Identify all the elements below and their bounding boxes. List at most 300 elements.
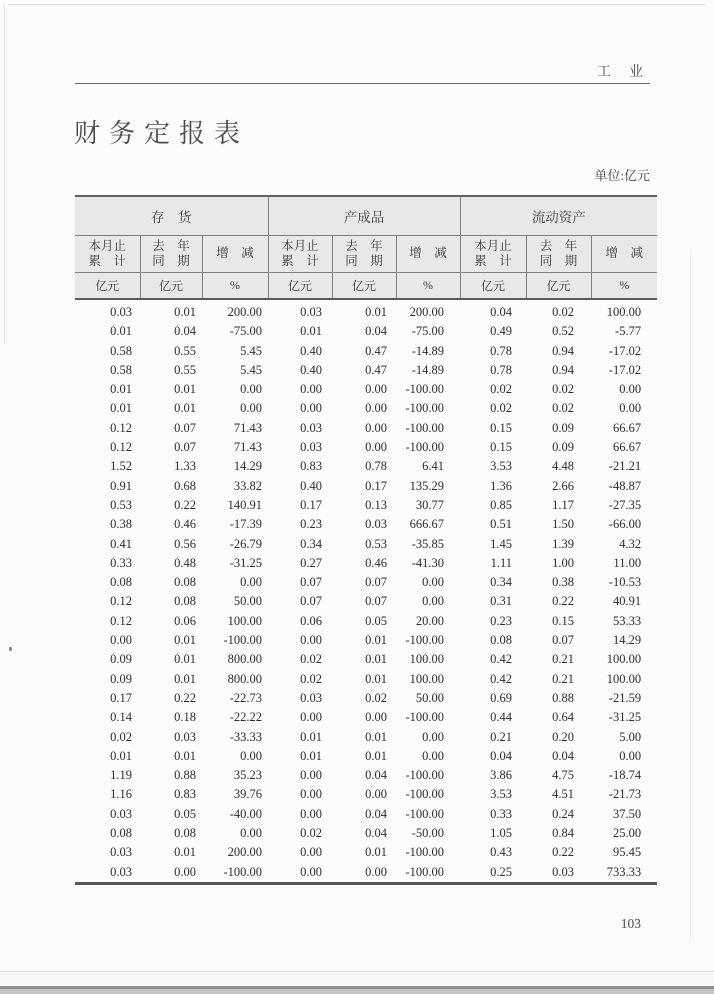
table-cell: 0.83 <box>300 459 323 474</box>
unit-cell: 亿元 <box>268 272 332 299</box>
table-cell: 733.33 <box>606 864 642 879</box>
table-cell: -17.39 <box>229 517 263 532</box>
table-cell: -100.00 <box>405 845 445 860</box>
table-cell: 0.00 <box>422 748 445 763</box>
table-row <box>75 728 657 747</box>
table-cell: 0.00 <box>174 864 196 879</box>
subheader-line: 累 计 <box>281 253 319 268</box>
table-cell: 0.00 <box>300 806 323 821</box>
table-cell: 800.00 <box>227 671 263 686</box>
table-cell: 0.01 <box>174 401 196 416</box>
table-cell: 0.01 <box>365 845 388 860</box>
table-cell: -33.33 <box>229 729 263 744</box>
table-row <box>75 863 657 884</box>
table-cell: 33.82 <box>233 478 263 493</box>
table-row <box>75 477 657 496</box>
table-cell: -22.22 <box>229 710 263 725</box>
table-cell: 0.44 <box>490 710 513 725</box>
table-cell: 0.78 <box>490 362 513 377</box>
scan-speck-artifact <box>9 647 12 651</box>
table-cell: 0.25 <box>490 864 513 879</box>
subheader-last-year-same-period <box>526 235 591 272</box>
table-cell: 0.08 <box>110 575 132 590</box>
table-cell: 0.47 <box>365 362 388 377</box>
table-cell: 0.04 <box>552 748 575 763</box>
table-cell: 0.04 <box>490 748 513 763</box>
table-cell: 0.68 <box>174 478 196 493</box>
table-cell: -18.74 <box>608 768 642 783</box>
table-cell: 0.04 <box>365 826 388 841</box>
table-cell: 0.12 <box>110 420 132 435</box>
table-cell: 5.45 <box>240 343 263 358</box>
table-cell: 0.53 <box>110 497 132 512</box>
table-cell: 0.02 <box>552 382 575 397</box>
table-cell: 0.43 <box>490 845 513 860</box>
table-header <box>75 196 657 299</box>
table-cell: -100.00 <box>405 864 445 879</box>
table-cell: 71.43 <box>233 440 263 455</box>
table-cell: 0.01 <box>174 382 196 397</box>
scan-bottom-light-band <box>0 972 714 986</box>
table-cell: 0.20 <box>552 729 575 744</box>
table-cell: 0.00 <box>300 633 323 648</box>
table-cell: 0.38 <box>552 575 575 590</box>
table-cell: 0.31 <box>490 594 513 609</box>
table-cell: 1.17 <box>552 497 575 512</box>
table-cell: 0.52 <box>552 324 575 339</box>
table-cell: 5.45 <box>240 362 263 377</box>
unit-cell: % <box>591 272 657 299</box>
table-cell: 1.52 <box>110 459 132 474</box>
subheader-line: 增 减 <box>605 246 644 260</box>
table-cell: -100.00 <box>405 382 445 397</box>
table-cell: 0.41 <box>110 536 132 551</box>
table-cell: 200.00 <box>227 845 263 860</box>
table-cell: -100.00 <box>405 420 445 435</box>
table-cell: 37.50 <box>612 806 642 821</box>
table-row <box>75 650 657 669</box>
table-cell: 0.12 <box>110 613 132 628</box>
table-cell: 200.00 <box>227 305 263 319</box>
table-cell: 0.40 <box>300 362 323 377</box>
subheader-line: 同 期 <box>152 253 190 268</box>
subheader-line: 同 期 <box>539 253 578 268</box>
table-cell: 0.01 <box>174 305 196 319</box>
page-title: 财务定报表 <box>74 119 250 148</box>
table-cell: 0.01 <box>365 671 388 686</box>
table-row <box>75 361 657 380</box>
table-cell: 95.45 <box>612 845 642 860</box>
table-cell: 0.02 <box>110 729 132 744</box>
table-cell: 0.09 <box>110 671 132 686</box>
table-cell: 0.23 <box>300 517 323 532</box>
table-cell: 0.42 <box>490 652 513 667</box>
table-cell: 0.01 <box>174 748 196 763</box>
table-cell: 0.83 <box>174 787 196 802</box>
subheader-increase-decrease <box>202 235 268 272</box>
table-cell: 0.00 <box>619 748 642 763</box>
subheader-line: 同 期 <box>345 253 383 268</box>
subheader-line: 去 年 <box>152 238 190 253</box>
table-cell: 0.88 <box>552 690 575 705</box>
table-cell: 0.03 <box>110 864 132 879</box>
table-cell: 50.00 <box>415 690 445 705</box>
table-cell: 0.15 <box>552 613 575 628</box>
table-cell: 1.50 <box>552 517 575 532</box>
table-cell: 0.03 <box>300 420 323 435</box>
table-row <box>75 342 657 361</box>
table-cell: -100.00 <box>405 440 445 455</box>
table-cell: 0.02 <box>365 690 388 705</box>
table-cell: 0.00 <box>300 787 323 802</box>
table-cell: 11.00 <box>613 555 642 570</box>
running-head-rule <box>75 83 650 84</box>
table-cell: 666.67 <box>409 517 445 532</box>
table-cell: 0.05 <box>365 613 388 628</box>
table-row <box>75 689 657 708</box>
table-cell: 0.21 <box>552 652 575 667</box>
table-row <box>75 457 657 476</box>
table-cell: 0.84 <box>552 826 575 841</box>
subheader-increase-decrease <box>591 235 657 272</box>
table-cell: 0.02 <box>490 382 513 397</box>
table-cell: 0.34 <box>490 575 513 590</box>
table-cell: 0.00 <box>240 382 263 397</box>
table-cell: -5.77 <box>615 324 642 339</box>
table-cell: -50.00 <box>411 826 445 841</box>
table-cell: 0.04 <box>365 806 388 821</box>
table-cell: 0.09 <box>552 440 575 455</box>
table-row <box>75 747 657 766</box>
table-cell: -100.00 <box>223 633 263 648</box>
unit-cell: 亿元 <box>526 272 591 299</box>
table-cell: -48.87 <box>608 478 642 493</box>
table-cell: 0.27 <box>300 555 323 570</box>
table-cell: 40.91 <box>612 594 642 609</box>
table-cell: 14.29 <box>612 633 642 648</box>
table-cell: 0.07 <box>365 575 388 590</box>
table-row <box>75 766 657 785</box>
table-cell: -66.00 <box>608 517 642 532</box>
table-cell: -100.00 <box>405 768 445 783</box>
table-cell: 0.02 <box>490 401 513 416</box>
table-cell: -40.00 <box>229 806 263 821</box>
table-cell: 0.12 <box>110 594 132 609</box>
table-row <box>75 299 657 322</box>
table-cell: 66.67 <box>612 420 642 435</box>
table-cell: 800.00 <box>227 652 263 667</box>
subheader-line: 累 计 <box>88 253 126 268</box>
table-cell: 0.00 <box>365 440 388 455</box>
table-cell: -14.89 <box>411 343 445 358</box>
table-cell: 0.04 <box>365 768 388 783</box>
subheader-row <box>75 235 657 272</box>
table-cell: 0.58 <box>110 362 132 377</box>
table-cell: -100.00 <box>405 787 445 802</box>
table-row <box>75 592 657 611</box>
table-cell: 0.03 <box>552 864 575 879</box>
table-cell: 1.00 <box>552 555 575 570</box>
table-cell: -100.00 <box>405 806 445 821</box>
table-cell: 0.01 <box>365 305 388 319</box>
table-cell: 1.36 <box>490 478 513 493</box>
table-cell: 0.13 <box>365 497 388 512</box>
table-cell: 1.05 <box>490 826 513 841</box>
table-cell: 0.46 <box>174 517 196 532</box>
table-cell: 0.46 <box>365 555 388 570</box>
table-cell: 0.15 <box>490 420 513 435</box>
table-cell: 0.00 <box>365 420 388 435</box>
table-cell: 0.22 <box>174 690 196 705</box>
table-cell: -41.30 <box>411 555 445 570</box>
table-cell: 0.00 <box>240 826 263 841</box>
table-cell: 0.21 <box>552 671 575 686</box>
table-cell: 0.05 <box>174 806 196 821</box>
table-row <box>75 612 657 631</box>
table-cell: 0.04 <box>365 324 388 339</box>
table-cell: 25.00 <box>612 826 642 841</box>
subheader-line: 本月止 <box>474 238 512 253</box>
table-cell: 0.07 <box>365 594 388 609</box>
table-row <box>75 805 657 824</box>
table-row <box>75 631 657 650</box>
subheader-line: 本月止 <box>88 238 126 253</box>
scan-bottom-grey-strip <box>0 989 714 994</box>
table-cell: -31.25 <box>229 555 263 570</box>
table-cell: 0.17 <box>110 690 132 705</box>
table-cell: 1.19 <box>110 768 132 783</box>
table-cell: 0.06 <box>174 613 196 628</box>
table-cell: 1.11 <box>490 555 513 570</box>
table-cell: 0.34 <box>300 536 323 551</box>
table-cell: 0.07 <box>552 633 575 648</box>
group-header-inventory: 存 货 <box>75 196 268 235</box>
subheader-last-year-same-period <box>140 235 202 272</box>
table-cell: 0.48 <box>174 555 196 570</box>
table-cell: 0.00 <box>300 401 323 416</box>
table-cell: 0.51 <box>490 517 513 532</box>
table-cell: -17.02 <box>608 343 642 358</box>
table-cell: 1.33 <box>174 459 196 474</box>
table-cell: 0.00 <box>422 729 445 744</box>
table-cell: 100.00 <box>409 671 445 686</box>
table-row <box>75 380 657 399</box>
table-cell: -22.73 <box>229 690 263 705</box>
table-cell: 0.03 <box>110 845 132 860</box>
table-cell: -17.02 <box>608 362 642 377</box>
table-cell: 0.01 <box>174 652 196 667</box>
table-cell: 39.76 <box>233 787 263 802</box>
table-row <box>75 554 657 573</box>
table-cell: 0.07 <box>174 420 196 435</box>
table-cell: 0.03 <box>110 806 132 821</box>
table-cell: -100.00 <box>405 401 445 416</box>
table-cell: -21.21 <box>608 459 642 474</box>
table-cell: 0.00 <box>365 710 388 725</box>
table-cell: 0.22 <box>174 497 196 512</box>
unit-label: 单位:亿元 <box>594 168 650 183</box>
table-cell: 0.64 <box>552 710 575 725</box>
table-cell: 0.01 <box>110 748 132 763</box>
page-number: 103 <box>620 916 641 931</box>
table-row <box>75 708 657 727</box>
table-cell: 4.32 <box>619 536 642 551</box>
table-row <box>75 535 657 554</box>
table-cell: 0.00 <box>300 768 323 783</box>
table-cell: -31.25 <box>608 710 642 725</box>
table-cell: 3.53 <box>490 787 513 802</box>
table-cell: 0.08 <box>174 594 196 609</box>
unit-cell: % <box>396 272 460 299</box>
table-cell: 0.01 <box>174 671 196 686</box>
table-cell: 0.21 <box>490 729 513 744</box>
table-cell: 0.03 <box>174 729 196 744</box>
table-cell: 0.03 <box>300 305 323 319</box>
table-cell: 1.39 <box>552 536 575 551</box>
subheader-line: 增 减 <box>216 246 254 260</box>
table-cell: 0.00 <box>300 864 323 879</box>
table-cell: 0.94 <box>552 362 575 377</box>
table-cell: 71.43 <box>233 420 263 435</box>
subheader-line: 增 减 <box>409 246 447 260</box>
units-row <box>75 272 657 299</box>
table-cell: 0.00 <box>365 382 388 397</box>
table-body <box>75 299 657 883</box>
unit-cell: % <box>202 272 268 299</box>
group-header-row <box>75 196 657 235</box>
scan-edge-top <box>8 4 706 5</box>
group-header-current-assets: 流动资产 <box>460 196 657 235</box>
table-cell: 0.01 <box>365 748 388 763</box>
table-cell: 0.01 <box>174 845 196 860</box>
table-cell: 5.00 <box>619 729 642 744</box>
table-cell: 53.33 <box>612 613 642 628</box>
table-cell: 0.02 <box>300 671 323 686</box>
table-cell: 4.48 <box>552 459 575 474</box>
table-cell: 3.86 <box>490 768 513 783</box>
table-cell: 0.01 <box>110 324 132 339</box>
table-cell: -100.00 <box>405 710 445 725</box>
table-cell: 0.40 <box>300 478 323 493</box>
table-cell: 1.16 <box>110 787 132 802</box>
table-cell: 0.17 <box>300 497 323 512</box>
table-cell: -26.79 <box>229 536 263 551</box>
table-cell: -35.85 <box>411 536 445 551</box>
table-cell: 0.01 <box>110 401 132 416</box>
table-cell: 0.02 <box>552 305 575 319</box>
table-cell: 0.09 <box>110 652 132 667</box>
table-cell: 0.03 <box>300 690 323 705</box>
table-row <box>75 515 657 534</box>
table-cell: 0.03 <box>110 305 132 319</box>
table-cell: 0.00 <box>240 575 263 590</box>
table-cell: 50.00 <box>233 594 263 609</box>
table-cell: 0.00 <box>300 382 323 397</box>
running-head: 工 业 <box>597 65 645 80</box>
subheader-last-year-same-period <box>332 235 396 272</box>
table-row <box>75 785 657 804</box>
table-cell: 0.78 <box>365 459 388 474</box>
table-cell: 0.55 <box>174 362 196 377</box>
table-cell: 0.88 <box>174 768 196 783</box>
table-cell: 20.00 <box>415 613 445 628</box>
table-cell: 0.00 <box>300 845 323 860</box>
table-cell: 100.00 <box>606 305 642 319</box>
table-cell: 200.00 <box>409 305 445 319</box>
table-cell: 0.01 <box>365 652 388 667</box>
table-cell: 0.00 <box>365 787 388 802</box>
group-header-finished-goods: 产成品 <box>268 196 460 235</box>
table-cell: 14.29 <box>233 459 263 474</box>
table-cell: 0.69 <box>490 690 513 705</box>
table-cell: 0.01 <box>365 633 388 648</box>
table-cell: 0.00 <box>619 401 642 416</box>
table-cell: -10.53 <box>608 575 642 590</box>
table-cell: 0.00 <box>365 401 388 416</box>
table-cell: 0.07 <box>174 440 196 455</box>
scan-edge-left <box>4 4 5 344</box>
table-cell: 0.00 <box>422 575 445 590</box>
table-cell: 0.01 <box>365 729 388 744</box>
table-cell: 0.12 <box>110 440 132 455</box>
scan-edge-right <box>690 250 691 940</box>
table-row <box>75 824 657 843</box>
table-cell: 66.67 <box>612 440 642 455</box>
table-cell: 0.17 <box>365 478 388 493</box>
scan-bottom-edge <box>0 971 714 994</box>
table-cell: 0.00 <box>422 594 445 609</box>
table-cell: 30.77 <box>415 497 445 512</box>
table-cell: 3.53 <box>490 459 513 474</box>
table-row <box>75 399 657 418</box>
table-cell: 140.91 <box>227 497 263 512</box>
table-cell: 0.00 <box>619 382 642 397</box>
table-cell: 0.33 <box>490 806 513 821</box>
table-cell: -75.00 <box>411 324 445 339</box>
unit-cell: 亿元 <box>332 272 396 299</box>
table-cell: 0.00 <box>240 748 263 763</box>
table-cell: -100.00 <box>223 864 263 879</box>
table-cell: 0.00 <box>365 864 388 879</box>
table-cell: 0.01 <box>300 324 323 339</box>
table-cell: 0.22 <box>552 845 575 860</box>
table-cell: 0.04 <box>490 305 513 319</box>
table-cell: 100.00 <box>409 652 445 667</box>
table-cell: 0.00 <box>240 401 263 416</box>
table-cell: 0.01 <box>110 382 132 397</box>
table-cell: 0.14 <box>110 710 132 725</box>
unit-cell: 亿元 <box>460 272 526 299</box>
table-cell: 0.00 <box>110 633 132 648</box>
table-row <box>75 438 657 457</box>
table-row <box>75 496 657 515</box>
table-cell: 0.02 <box>300 826 323 841</box>
table-row <box>75 670 657 689</box>
table-cell: 4.75 <box>552 768 575 783</box>
table-cell: 0.02 <box>552 401 575 416</box>
table-cell: -14.89 <box>411 362 445 377</box>
subheader-increase-decrease <box>396 235 460 272</box>
table-cell: 2.66 <box>552 478 575 493</box>
subheader-line: 去 年 <box>539 238 578 253</box>
unit-cell: 亿元 <box>75 272 140 299</box>
table-row <box>75 419 657 438</box>
table-cell: 0.78 <box>490 343 513 358</box>
subheader-line: 去 年 <box>345 238 383 253</box>
table-cell: 0.07 <box>300 575 323 590</box>
table-cell: 0.03 <box>365 517 388 532</box>
table-cell: 100.00 <box>227 613 263 628</box>
